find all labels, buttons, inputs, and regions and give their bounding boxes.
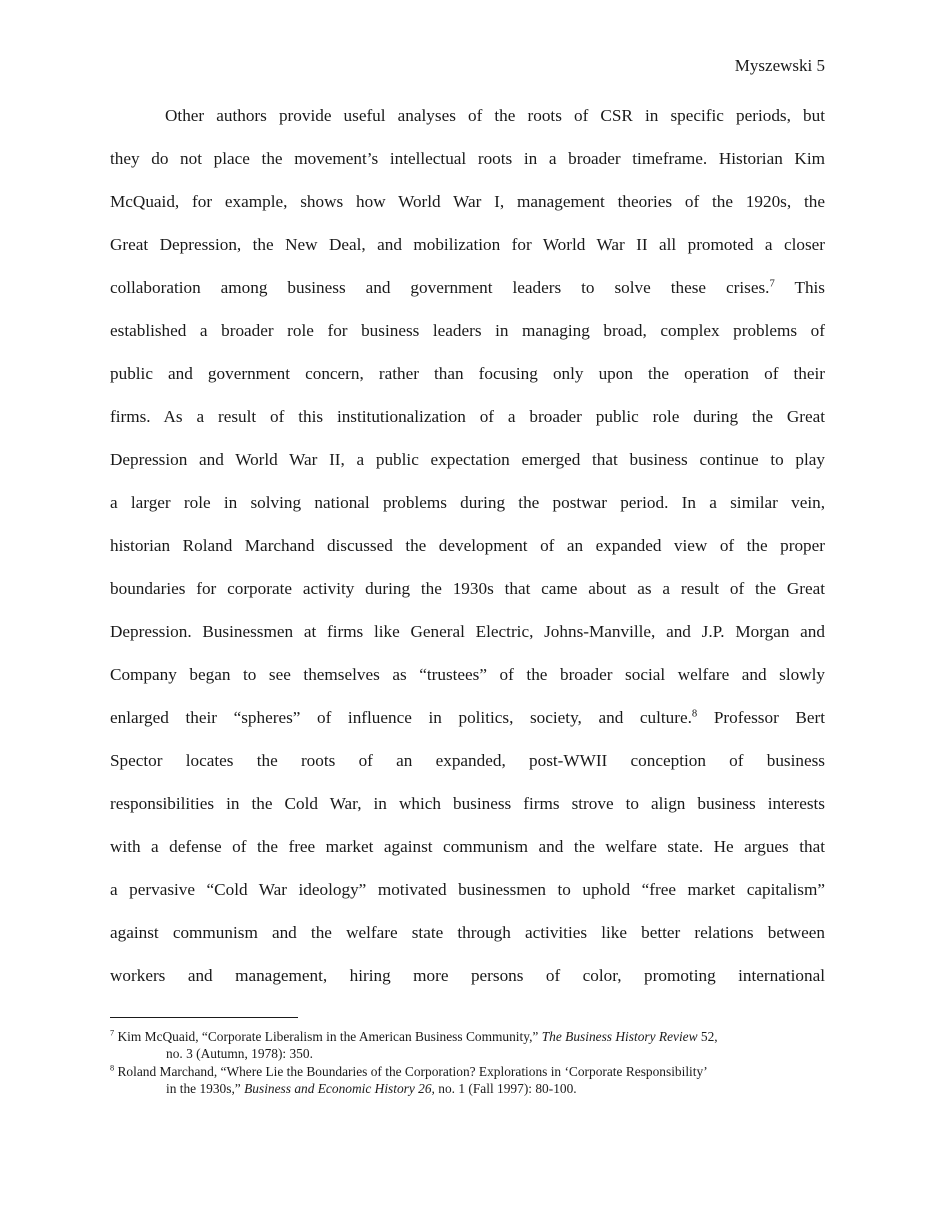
text-segment: collaboration among business and government leaders to solve these crises. [110, 278, 770, 297]
text-line: responsibilities in the Cold War, in which business firms strove to align business interests [110, 794, 825, 813]
running-head: Myszewski 5 [734, 56, 825, 75]
footnote-7 [110, 1028, 830, 1062]
footnote-continuation: no. 3 (Autumn, 1978): 350. [166, 1046, 313, 1061]
text-line: with a defense of the free market against communism and the welfare state. He argues that [110, 837, 825, 856]
footnote-text: no. 1 (Fall 1997): 80-100. [434, 1081, 577, 1096]
footnote-8 [110, 1063, 830, 1097]
text-segment: Professor Bert [697, 708, 825, 727]
text-line: Depression and World War II, a public expectation emerged that business continue to play [110, 450, 825, 469]
footnote-text: Roland Marchand, “Where Lie the Boundaries of the Corporation? Explorations in ‘Corporate Responsibility’ [114, 1064, 708, 1079]
footnote-text: in the 1930s,” [166, 1081, 245, 1096]
footnote-number: 7 [110, 1028, 115, 1038]
footnotes [110, 1028, 830, 1098]
footnote-continuation [110, 1080, 830, 1097]
text-segment: enlarged their “spheres” of influence in politics, society, and culture. [110, 708, 692, 727]
text-line: public and government concern, rather than focusing only upon the operation of their [110, 364, 825, 383]
footnote-line [110, 1064, 708, 1079]
text-line: historian Roland Marchand discussed the development of an expanded view of the proper [110, 536, 825, 555]
text-line: boundaries for corporate activity during the 1930s that came about as a result of the Great [110, 579, 825, 598]
footnote-ref-8[interactable]: 8 [691, 708, 698, 720]
text-line: Spector locates the roots of an expanded, post-WWII conception of business [110, 751, 825, 770]
journal-title: Business and Economic History 26, [244, 1081, 435, 1096]
text-line: workers and management, hiring more persons of color, promoting international [110, 966, 825, 985]
text-line: against communism and the welfare state through activities like better relations between [110, 923, 825, 942]
text-line [110, 706, 825, 730]
footnote-separator [110, 1017, 298, 1018]
text-line: they do not place the movement’s intellectual roots in a broader timeframe. Historian Kim [110, 149, 825, 168]
footnote-line [110, 1029, 718, 1044]
text-segment: This [774, 278, 826, 297]
footnote-number: 8 [110, 1063, 115, 1073]
text-line: Depression. Businessmen at firms like General Electric, Johns-Manville, and J.P. Morgan and [110, 622, 825, 641]
text-line: firms. As a result of this institutionalization of a broader public role during the Great [110, 407, 825, 426]
text-line: established a broader role for business leaders in managing broad, complex problems of [110, 321, 825, 340]
text-line: Great Depression, the New Deal, and mobilization for World War II all promoted a closer [110, 235, 825, 254]
text-line: Company began to see themselves as “trustees” of the broader social welfare and slowly [110, 665, 825, 684]
text-line: Other authors provide useful analyses of the roots of CSR in specific periods, but [165, 106, 825, 125]
footnote-ref-7[interactable]: 7 [769, 278, 775, 290]
journal-title: The Business History Review [541, 1029, 698, 1044]
text-line: a larger role in solving national problems during the postwar period. In a similar vein, [110, 493, 825, 512]
text-line: a pervasive “Cold War ideology” motivated businessmen to uphold “free market capitalism” [110, 880, 825, 899]
footnote-text: 52, [697, 1029, 718, 1044]
footnote-text: Kim McQuaid, “Corporate Liberalism in the American Business Community,” [114, 1029, 542, 1044]
text-line [110, 276, 825, 300]
text-line: McQuaid, for example, shows how World War I, management theories of the 1920s, the [110, 192, 825, 211]
